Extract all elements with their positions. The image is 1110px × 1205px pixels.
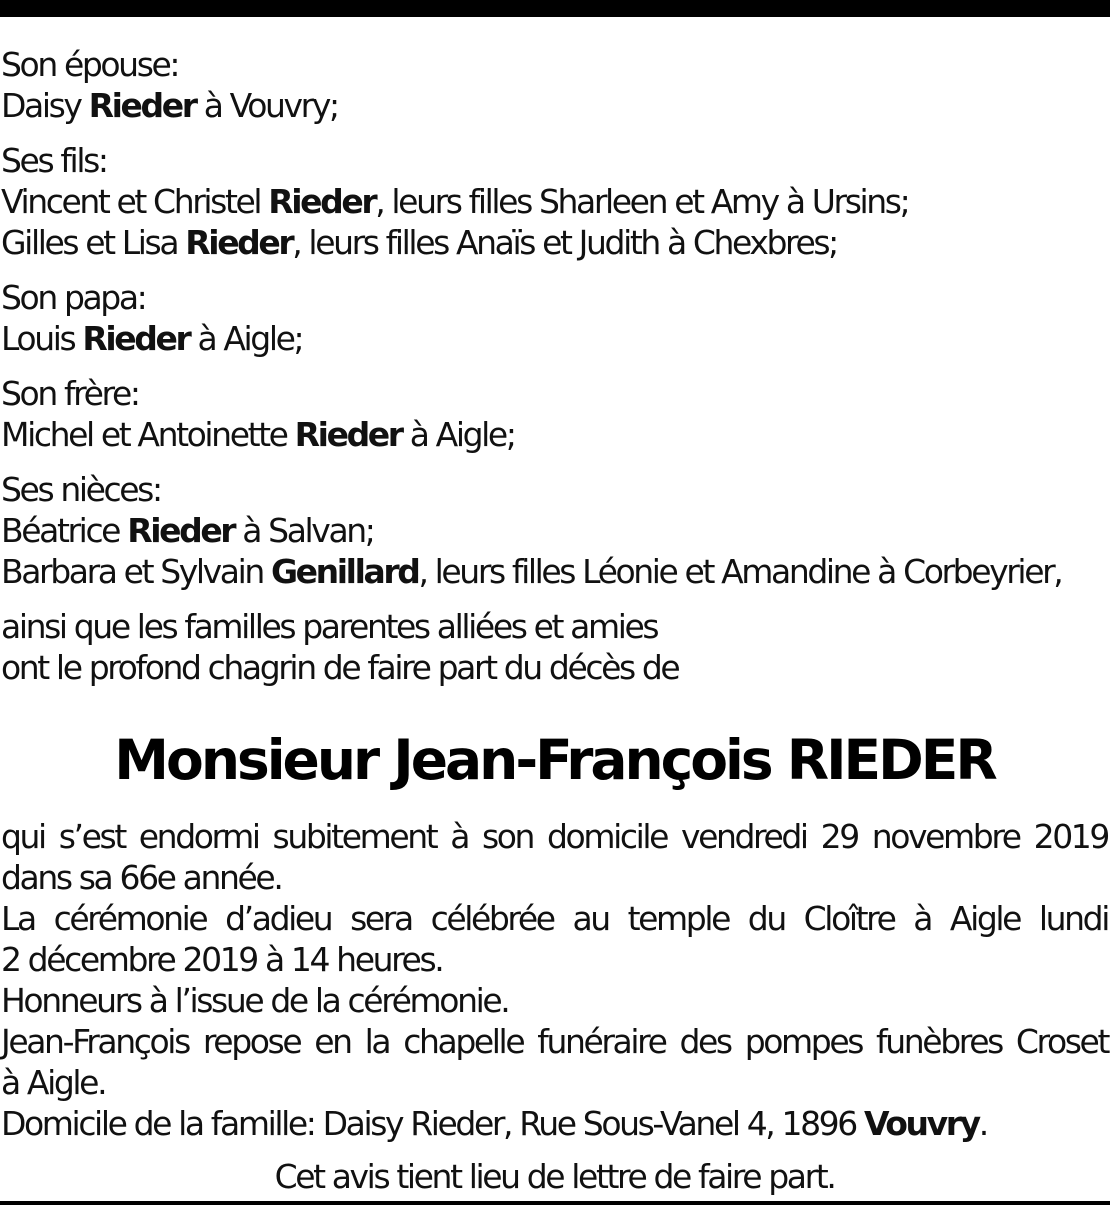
announcement-text: ainsi que les familles parentes alliées et amies ont le profond chagrin de faire part du décès de: [1, 607, 679, 687]
family-heading: Ses nièces:: [1, 470, 161, 509]
family-group-spouse: [1, 44, 1108, 126]
surname: Rieder: [268, 182, 376, 221]
top-rule: [0, 0, 1110, 17]
ceremony-details: qui s’est endormi subitement à son domicile vendredi 29 novembre 2019 dans sa 66e année. La cérémonie d’adieu sera célébrée au temple du Cloître à Aigle lundi 2 décembre 2019 à 14 heures. Honneurs à l’issue de la cérémonie. Jean-François repose en la chapelle funéraire des pompes funèbres Croset à Aigle. Domicile de la famille: Daisy Rieder, Rue Sous-Vanel 4, 1896 Vouvry.: [1, 817, 1108, 1143]
family-heading: Son épouse:: [1, 45, 179, 84]
family-group-brother: [1, 373, 1108, 455]
surname: Rieder: [185, 223, 293, 262]
family-member-line: Daisy Rieder à Vouvry;: [1, 86, 338, 125]
footer-note: Cet avis tient lieu de lettre de faire part.: [274, 1157, 835, 1196]
town: Vouvry: [863, 1104, 979, 1143]
family-group-nieces: [1, 469, 1108, 592]
family-heading: Ses fils:: [1, 141, 107, 180]
obituary-notice: [1, 44, 1108, 1197]
family-group-father: [1, 277, 1108, 359]
family-heading: Son papa:: [1, 278, 146, 317]
deceased-name: Monsieur Jean-François RIEDER: [114, 728, 995, 792]
family-member-line: Gilles et Lisa Rieder, leurs filles Anaïs et Judith à Chexbres;: [1, 223, 837, 262]
family-member-line: Béatrice Rieder à Salvan;: [1, 511, 374, 550]
surname: Genillard: [270, 552, 419, 591]
family-group-sons: [1, 140, 1108, 263]
family-member-line: Vincent et Christel Rieder, leurs filles Sharleen et Amy à Ursins;: [1, 182, 909, 221]
surname: Rieder: [294, 415, 402, 454]
family-member-line: Michel et Antoinette Rieder à Aigle;: [1, 415, 515, 454]
family-address: Domicile de la famille: Daisy Rieder, Rue Sous-Vanel 4, 1896 Vouvry.: [1, 1104, 987, 1143]
surname: Rieder: [82, 319, 190, 358]
bottom-rule: [0, 1201, 1110, 1205]
surname: Rieder: [127, 511, 235, 550]
family-member-line: Barbara et Sylvain Genillard, leurs filles Léonie et Amandine à Corbeyrier,: [1, 552, 1062, 591]
family-heading: Son frère:: [1, 374, 139, 413]
family-member-line: Louis Rieder à Aigle;: [1, 319, 303, 358]
surname: Rieder: [88, 86, 196, 125]
